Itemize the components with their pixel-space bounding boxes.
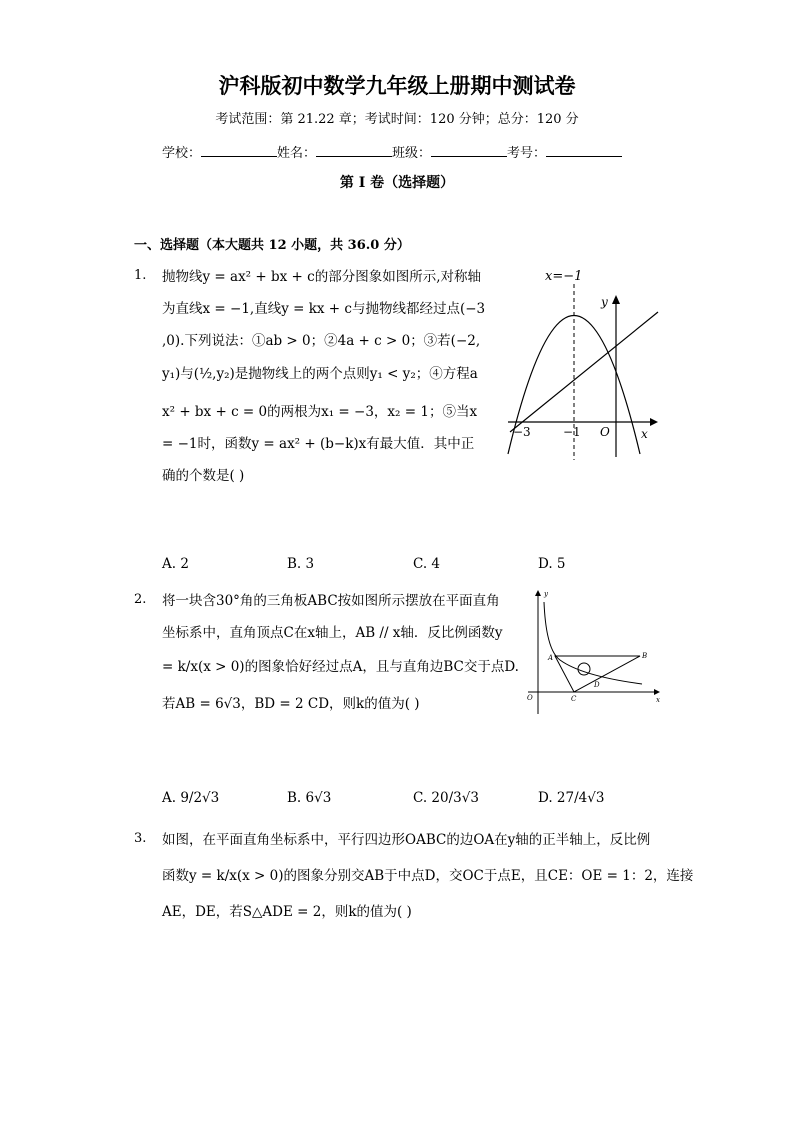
q1-option-b[interactable]: B. 3 — [287, 556, 315, 572]
number-label: 考号： — [507, 146, 547, 161]
q1-line: = −1时，函数y = ax² + (b−k)x有最大值．其中正 — [162, 436, 475, 452]
x-axis-label: x — [641, 427, 648, 441]
q3-line: AE，DE，若S△ADE = 2，则k的值为( ) — [162, 904, 412, 920]
class-blank[interactable] — [431, 144, 507, 157]
q1-line: ,0).下列说法：①ab > 0；②4a + c > 0；③若(−2, — [162, 333, 481, 349]
q1-option-c[interactable]: C. 4 — [413, 556, 441, 572]
q1-line: x² + bx + c = 0的两根为x₁ = −3，x₂ = 1；⑤当x — [162, 404, 478, 420]
q1-line: y₁)与(½,y₂)是抛物线上的两个点则y₁ < y₂；④方程a — [162, 366, 478, 382]
q1-line: 确的个数是( ) — [162, 468, 245, 484]
point-d-label: D — [594, 681, 600, 689]
q2-line: = k/x(x > 0)的图象恰好经过点A，且与直角边BC交于点D. — [162, 659, 519, 675]
q3-number: 3. — [134, 831, 147, 846]
q1-option-d[interactable]: D. 5 — [538, 556, 566, 572]
q1-parabola-figure — [500, 262, 665, 462]
q2-option-a[interactable]: A. 9/2√3 — [162, 790, 220, 806]
section-heading: 一、选择题（本大题共 12 小题，共 36.0 分） — [134, 238, 410, 253]
origin-label: O — [527, 694, 533, 702]
x-axis-arrow — [654, 689, 660, 695]
page-title: 沪科版初中数学九年级上册期中测试卷 — [218, 74, 576, 98]
q1-option-a[interactable]: A. 2 — [162, 556, 189, 572]
name-blank[interactable] — [316, 144, 392, 157]
q3-line: 函数y = k/x(x > 0)的图象分别交AB于中点D，交OC于点E，且CE：OE = 1：2，连接 — [162, 868, 694, 884]
y-axis-label: y — [544, 590, 548, 598]
volume-heading: 第 I 卷（选择题） — [339, 175, 455, 191]
point-b-label: B — [642, 652, 648, 660]
q1-number: 1. — [134, 268, 147, 283]
point-a-label: A — [548, 654, 554, 662]
q2-option-d[interactable]: D. 27/4√3 — [538, 790, 605, 806]
hyperbola-curve — [544, 602, 642, 684]
y-axis-arrow — [535, 590, 541, 596]
q2-number: 2. — [134, 592, 147, 607]
origin-label: O — [600, 425, 610, 439]
q2-triangle-figure — [522, 588, 664, 718]
symmetry-label: x=−1 — [545, 269, 583, 284]
q2-line: 若AB = 6√3，BD = 2 CD，则k的值为( ) — [162, 696, 420, 712]
q2-line: 将一块含30°角的三角板ABC按如图所示摆放在平面直角 — [162, 593, 500, 609]
point-c-label: C — [571, 695, 577, 703]
q2-option-c[interactable]: C. 20/3√3 — [413, 790, 479, 806]
student-info-row — [162, 142, 622, 161]
tick-neg3-label: −3 — [513, 425, 531, 439]
q1-line: 为直线x = −1,直线y = kx + c与抛物线都经过点(−3 — [162, 301, 486, 317]
triangle-hole — [578, 663, 590, 675]
q2-option-b[interactable]: B. 6√3 — [287, 790, 332, 806]
y-axis-label: y — [601, 295, 608, 309]
y-axis-arrow — [612, 295, 620, 304]
school-blank[interactable] — [201, 144, 277, 157]
q3-line: 如图，在平面直角坐标系中，平行四边形OABC的边OA在y轴的正半轴上，反比例 — [162, 832, 651, 848]
q2-line: 坐标系中，直角顶点C在x轴上，AB // x轴．反比例函数y — [162, 625, 503, 641]
exam-info: 考试范围：第 21.22 章；考试时间：120 分钟；总分：120 分 — [215, 112, 579, 127]
name-label: 姓名： — [277, 146, 317, 161]
x-axis-label: x — [656, 696, 660, 704]
q1-line: 抛物线y = ax² + bx + c的部分图象如图所示,对称轴 — [162, 269, 481, 285]
class-label: 班级： — [392, 146, 432, 161]
tick-neg1-label: −1 — [563, 425, 581, 439]
school-label: 学校： — [162, 146, 202, 161]
x-axis-arrow — [650, 418, 658, 426]
number-blank[interactable] — [546, 144, 622, 157]
